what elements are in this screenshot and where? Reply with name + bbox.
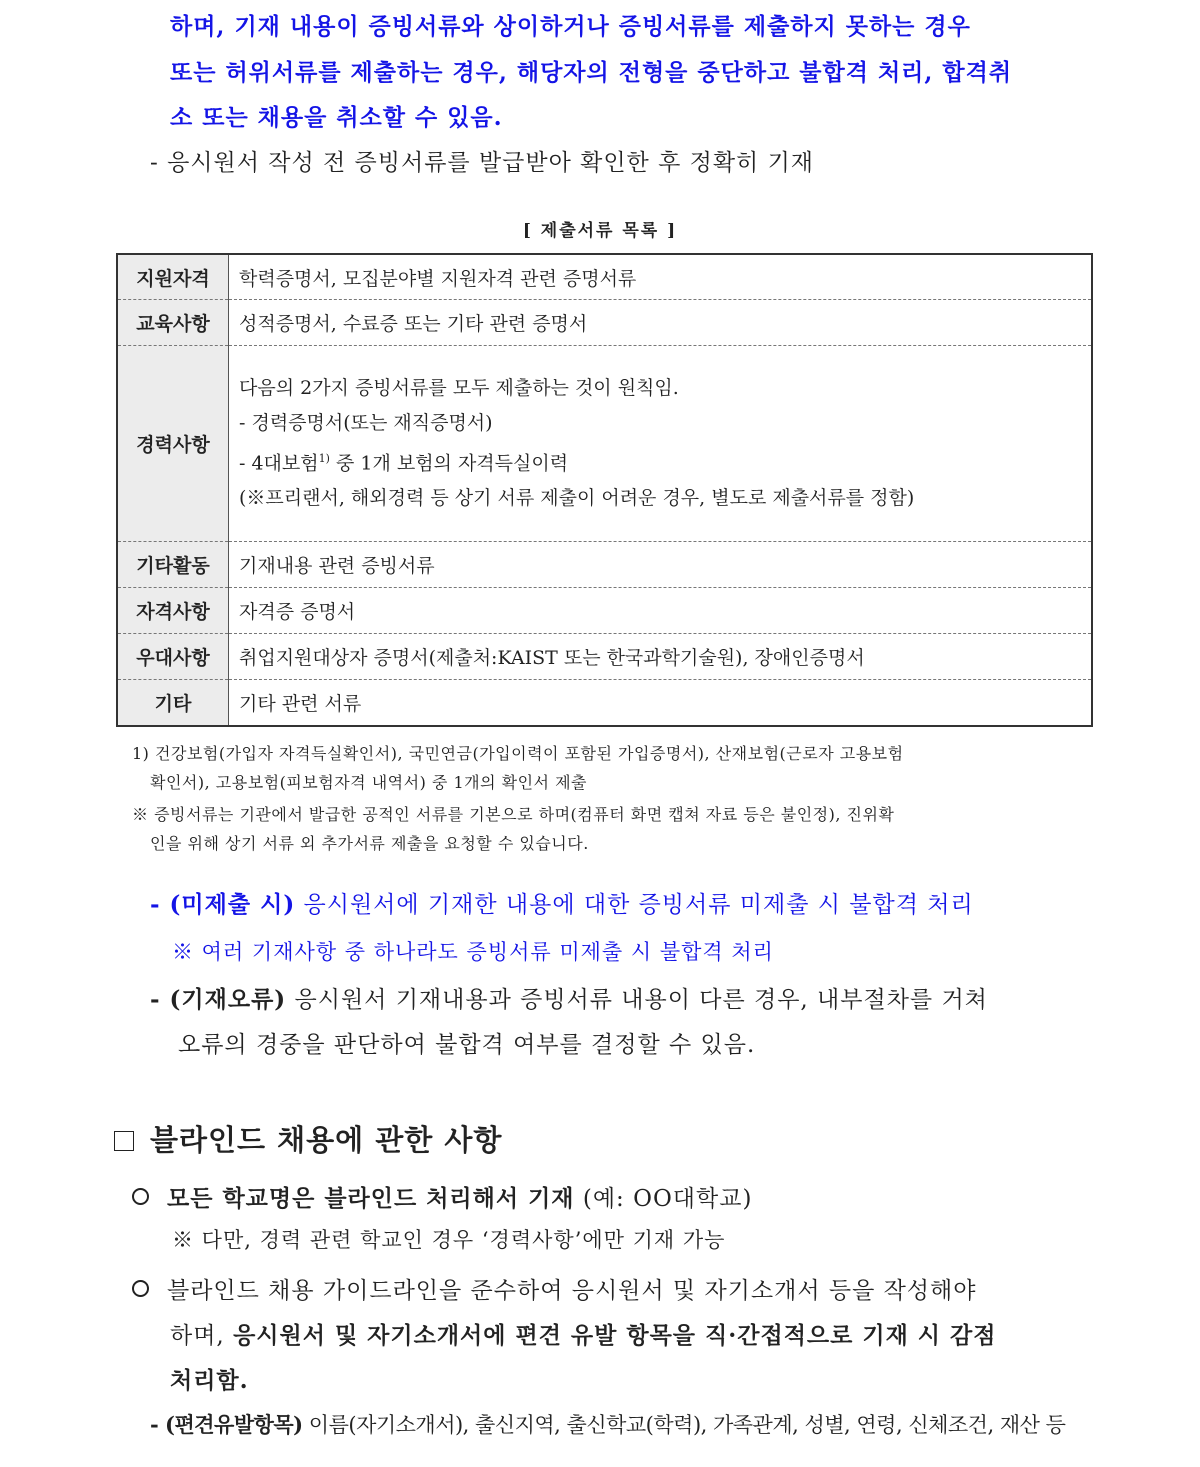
documents-table	[116, 253, 1093, 727]
intro-line-1: 하며, 기재 내용이 증빙서류와 상이하거나 증빙서류를 제출하지 못하는 경우	[170, 13, 971, 40]
row-category: 기타	[117, 680, 229, 727]
career-line-1: 다음의 2가지 증빙서류를 모두 제출하는 것이 원칙임.	[239, 376, 679, 399]
table-row	[117, 542, 1092, 588]
table-row	[117, 300, 1092, 346]
blind-item-2-line-2-b: 응시원서 및 자기소개서에 편견 유발 항목을 직·간접적으로 기재 시 감점	[233, 1322, 997, 1349]
row-category: 자격사항	[117, 588, 229, 634]
blind-item-2-line-2-a: 하며,	[170, 1323, 234, 1349]
footnote-1-line-1: 1) 건강보험(가입자 자격득실확인서), 국민연금(가입이력이 포함된 가입증명서), 산재보험(근로자 고용보험	[132, 744, 904, 763]
nonsubmission-note: ※ 여러 기재사항 중 하나라도 증빙서류 미제출 시 불합격 처리	[172, 940, 774, 964]
row-content: 기타 관련 서류	[239, 693, 362, 715]
table-row	[117, 346, 1092, 542]
blind-item-1	[132, 1180, 752, 1213]
row-category: 우대사항	[117, 634, 229, 680]
table-row	[117, 254, 1092, 300]
table-row	[117, 588, 1092, 634]
career-line-3	[239, 441, 1081, 481]
footnote-2-line-1: ※ 증빙서류는 기관에서 발급한 공적인 서류를 기본으로 하며(컴퓨터 화면 캡쳐 자료 등은 불인정), 진위확	[132, 805, 895, 824]
table-caption: [ 제출서류 목록 ]	[522, 221, 678, 241]
circle-bullet-icon	[132, 1188, 149, 1205]
row-category: 지원자격	[117, 254, 229, 300]
bias-items-label: - (편견유발항목)	[150, 1412, 303, 1437]
footnote-2-line-2: 인을 위해 상기 서류 외 추가서류 제출을 요청할 수 있습니다.	[150, 834, 589, 853]
entry-error-label: - (기재오류)	[150, 986, 287, 1013]
career-line-3-b: 중 1개 보험의 자격득실이력	[329, 452, 569, 475]
table-row	[117, 680, 1092, 727]
blind-heading-text: 블라인드 채용에 관한 사항	[150, 1123, 503, 1157]
blind-item-2-line-3: 처리함.	[170, 1367, 249, 1394]
checkbox-square-icon	[114, 1131, 134, 1151]
row-content: 자격증 증명서	[229, 588, 1093, 634]
blind-item-2-line-2	[170, 1317, 996, 1350]
row-content: 성적증명서, 수료증 또는 기타 관련 증명서	[229, 300, 1093, 346]
blind-section-heading	[114, 1118, 502, 1159]
career-line-4: (※프리랜서, 해외경력 등 상기 서류 제출이 어려운 경우, 별도로 제출서류를 정함)	[239, 487, 915, 510]
entry-error-rule	[150, 981, 988, 1014]
row-content: 기재내용 관련 증빙서류	[229, 542, 1093, 588]
intro-line-2: 또는 허위서류를 제출하는 경우, 해당자의 전형을 중단하고 불합격 처리, 합격취	[170, 59, 1013, 86]
blind-item-1-note: ※ 다만, 경력 관련 학교인 경우 ‘경력사항’에만 기재 가능	[172, 1228, 726, 1252]
row-content: 취업지원대상자 증명서(제출처:KAIST 또는 한국과학기술원), 장애인증명서	[229, 634, 1093, 680]
nonsubmission-rule	[150, 886, 974, 919]
entry-error-text-2: 오류의 경중을 판단하여 불합격 여부를 결정할 수 있음.	[178, 1032, 756, 1058]
circle-bullet-icon	[132, 1280, 149, 1297]
career-line-2: - 경력증명서(또는 재직증명서)	[239, 411, 493, 434]
intro-line-3: 소 또는 채용을 취소할 수 있음.	[170, 104, 503, 131]
blind-item-1-bold: 모든 학교명은 블라인드 처리해서 기재	[167, 1185, 575, 1212]
row-content-career	[229, 346, 1093, 542]
blind-item-1-rest: (예: OO대학교)	[574, 1186, 753, 1212]
bias-items-text: 이름(자기소개서), 출신지역, 출신학교(학력), 가족관계, 성별, 연령, 신체조건, 재산 등	[302, 1413, 1066, 1437]
bias-items	[150, 1409, 1065, 1439]
career-line-3-a: - 4대보험	[239, 452, 319, 475]
row-category: 교육사항	[117, 300, 229, 346]
nonsubmission-label: - (미제출 시)	[150, 891, 296, 918]
table-row	[117, 634, 1092, 680]
intro-line-4: - 응시원서 작성 전 증빙서류를 발급받아 확인한 후 정확히 기재	[150, 150, 815, 176]
row-category: 기타활동	[117, 542, 229, 588]
row-content: 학력증명서, 모집분야별 지원자격 관련 증명서류	[229, 254, 1093, 300]
row-category: 경력사항	[117, 346, 229, 542]
footnote-1-line-2: 확인서), 고용보험(피보험자격 내역서) 중 1개의 확인서 제출	[150, 773, 587, 792]
nonsubmission-text: 응시원서에 기재한 내용에 대한 증빙서류 미제출 시 불합격 처리	[295, 892, 974, 918]
footnote-marker: 1)	[318, 451, 330, 465]
entry-error-text: 응시원서 기재내용과 증빙서류 내용이 다른 경우, 내부절차를 거쳐	[286, 987, 988, 1013]
blind-item-2	[132, 1272, 976, 1305]
blind-item-2-line-1: 블라인드 채용 가이드라인을 준수하여 응시원서 및 자기소개서 등을 작성해야	[167, 1278, 977, 1304]
